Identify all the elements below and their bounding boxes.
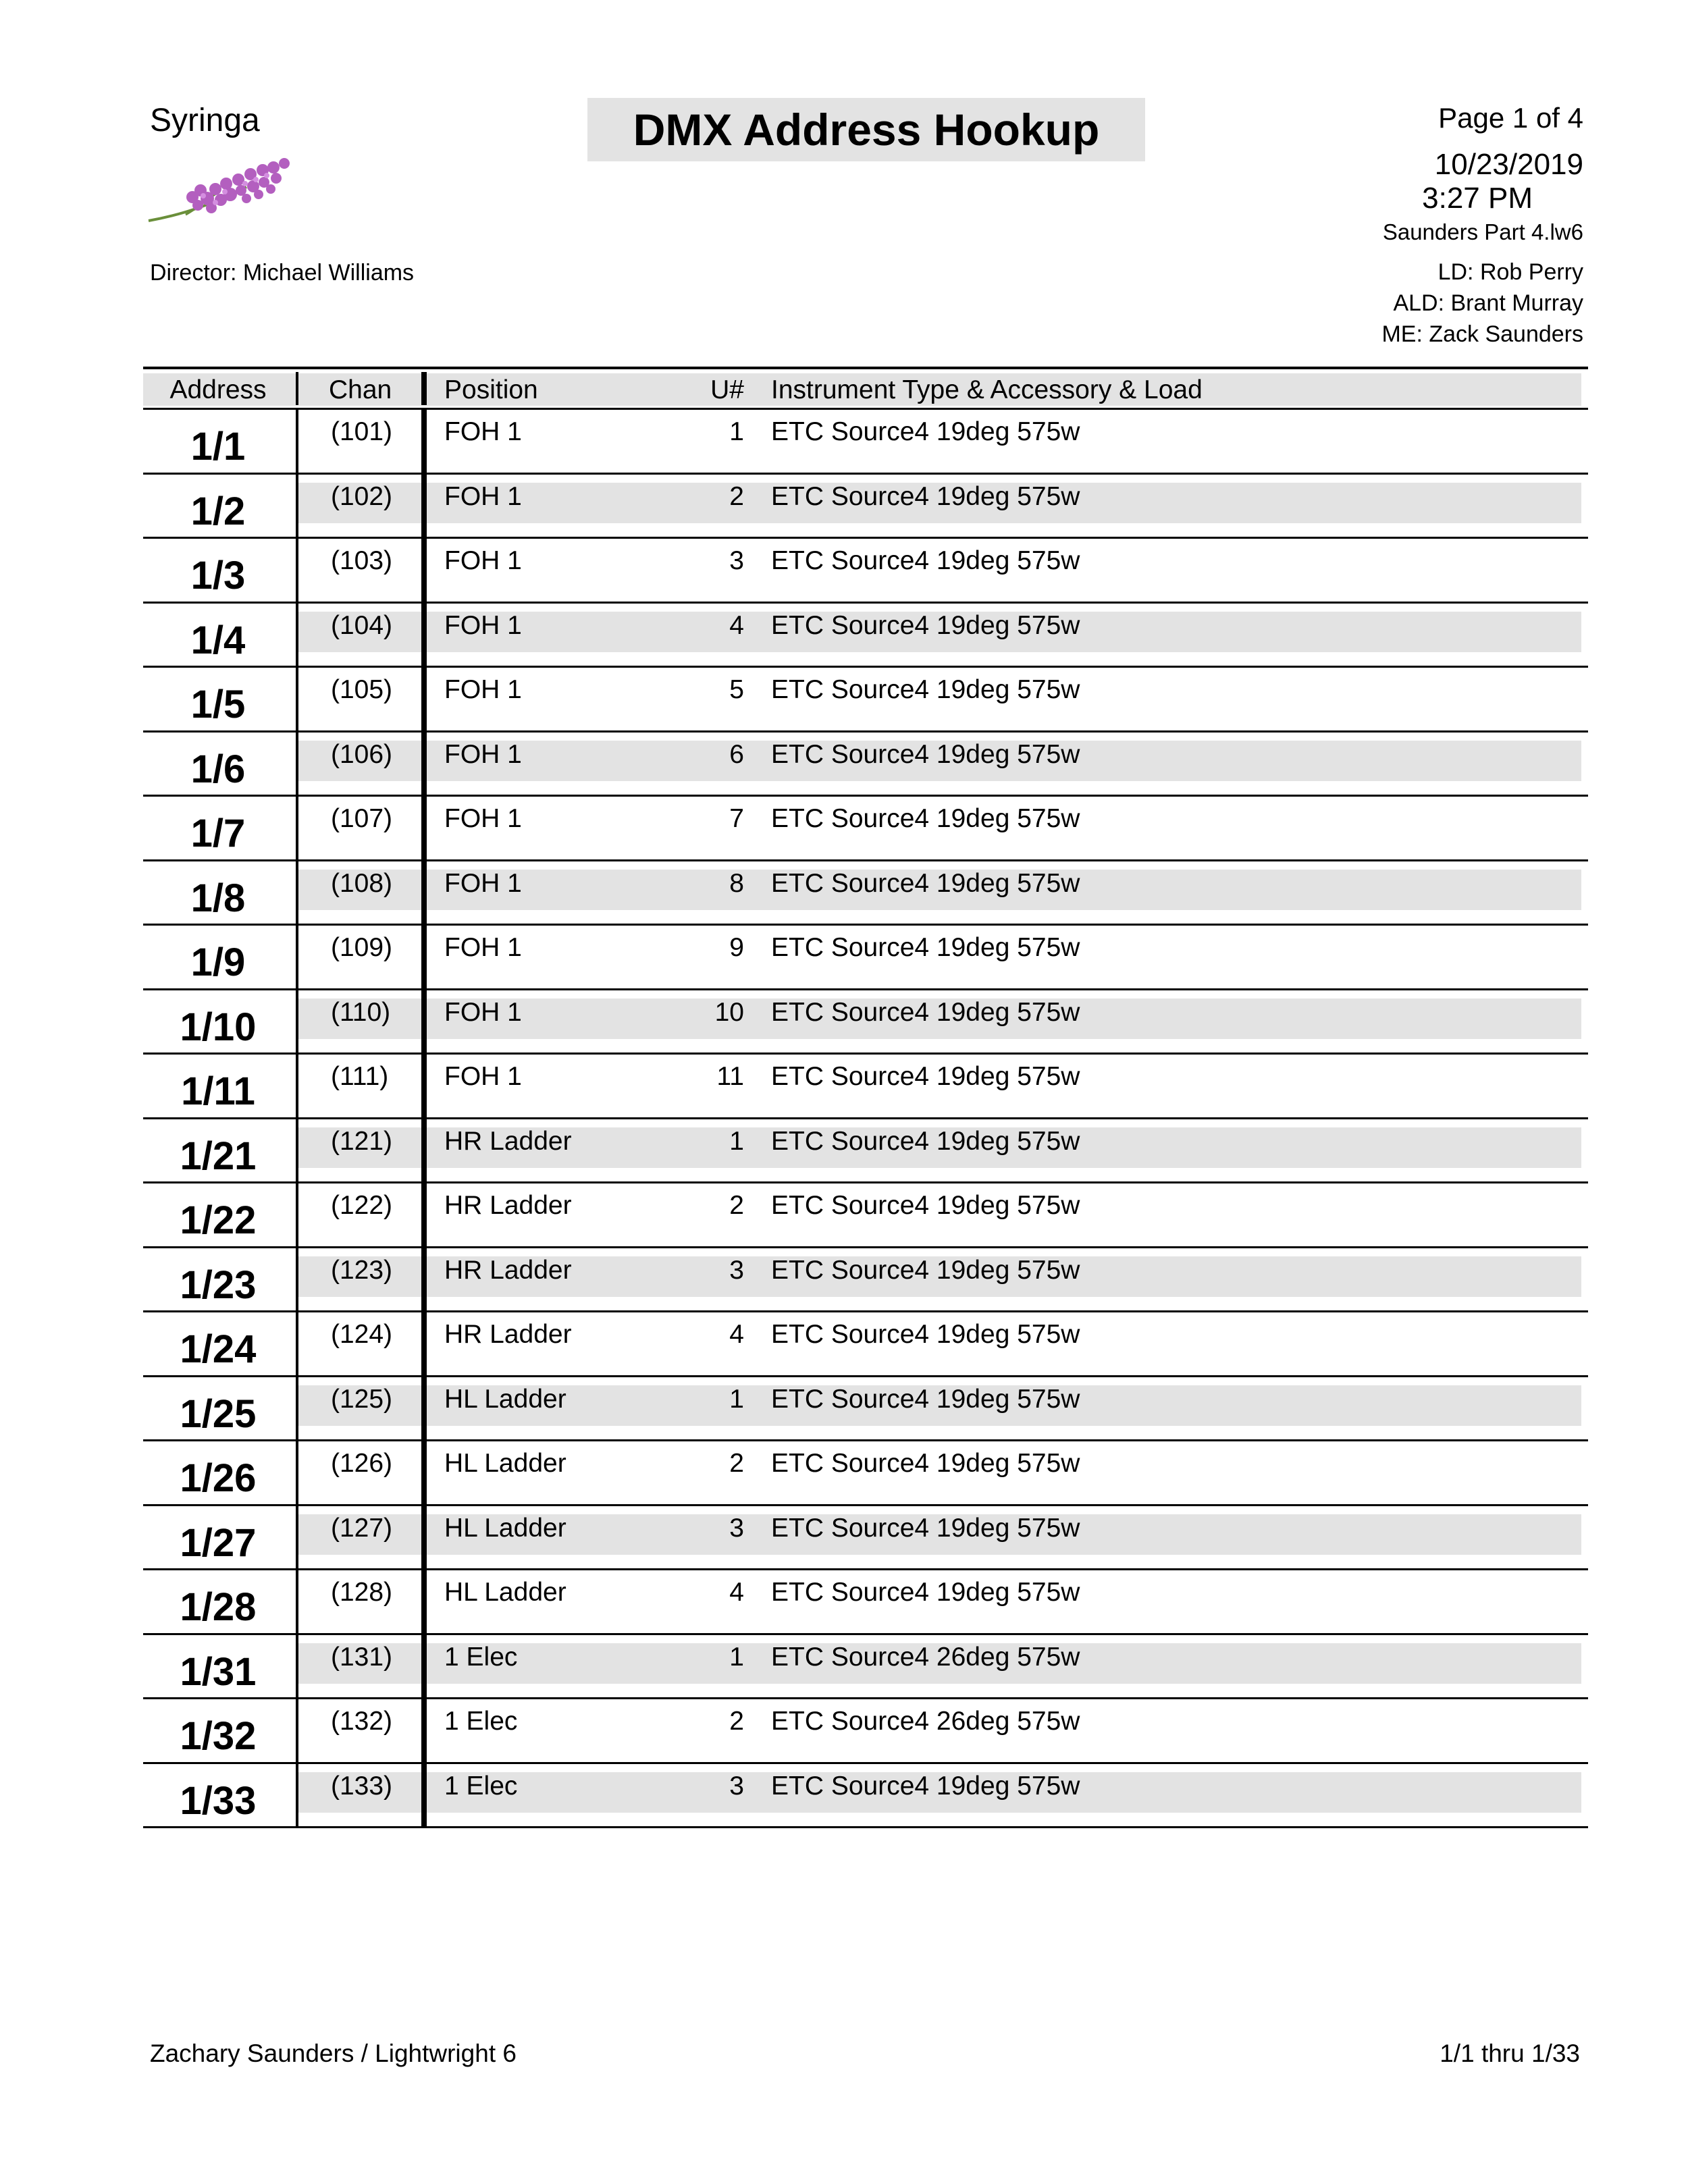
channel-cell: (105) [331,675,393,704]
table-row [143,1183,1588,1248]
instrument-cell: ETC Source4 19deg 575w [771,868,1080,898]
address-cell: 1/22 [180,1198,257,1242]
unit-number-cell: 2 [729,481,744,511]
channel-cell: (106) [331,739,393,769]
instrument-cell: ETC Source4 19deg 575w [771,1578,1080,1607]
table-row [143,797,1588,861]
table-row [143,475,1588,539]
table-row [143,1570,1588,1635]
address-cell: 1/6 [190,747,246,791]
table-row [143,668,1588,733]
unit-number-cell: 1 [729,1126,744,1156]
table-row [143,733,1588,797]
table-row [143,604,1588,668]
instrument-cell: ETC Source4 19deg 575w [771,481,1080,511]
instrument-cell: ETC Source4 19deg 575w [771,675,1080,704]
position-cell: FOH 1 [444,481,522,511]
unit-number-cell: 4 [729,610,744,640]
instrument-cell: ETC Source4 19deg 575w [771,1191,1080,1220]
table-row [143,1055,1588,1119]
address-cell: 1/4 [190,618,246,662]
position-cell: FOH 1 [444,997,522,1027]
table-row [143,410,1588,475]
table-row [143,1248,1588,1313]
position-cell: HL Ladder [444,1384,566,1414]
position-cell: 1 Elec [444,1642,518,1672]
table-row [143,1506,1588,1571]
unit-number-cell: 5 [729,675,744,704]
table-row [143,1312,1588,1377]
instrument-cell: ETC Source4 19deg 575w [771,1126,1080,1156]
position-cell: FOH 1 [444,546,522,575]
address-cell: 1/2 [190,489,246,533]
instrument-cell: ETC Source4 19deg 575w [771,1771,1080,1801]
channel-cell: (126) [331,1449,393,1478]
address-cell: 1/11 [181,1069,255,1113]
table-row [143,926,1588,990]
column-header-instrument: Instrument Type & Accessory & Load [771,375,1203,404]
channel-cell: (133) [331,1771,393,1801]
position-cell: HL Ladder [444,1449,566,1478]
instrument-cell: ETC Source4 19deg 575w [771,1320,1080,1349]
hookup-table [143,367,1588,1828]
channel-cell: (102) [331,481,393,511]
page-number: Page 1 of 4 [1438,102,1583,134]
unit-number-cell: 2 [729,1707,744,1736]
address-cell: 1/28 [180,1585,257,1629]
address-cell: 1/9 [190,940,246,984]
channel-cell: (128) [331,1578,393,1607]
address-cell: 1/32 [180,1714,257,1758]
channel-cell: (132) [331,1707,393,1736]
unit-number-cell: 2 [729,1191,744,1220]
position-cell: HR Ladder [444,1255,572,1285]
instrument-cell: ETC Source4 19deg 575w [771,1449,1080,1478]
table-row [143,1377,1588,1442]
unit-number-cell: 8 [729,868,744,898]
position-cell: FOH 1 [444,933,522,962]
position-cell: 1 Elec [444,1707,518,1736]
lilac-flower-icon [145,150,300,228]
position-cell: FOH 1 [444,868,522,898]
page-title: DMX Address Hookup [587,98,1145,161]
unit-number-cell: 11 [716,1062,744,1091]
unit-number-cell: 3 [729,546,744,575]
instrument-cell: ETC Source4 26deg 575w [771,1707,1080,1736]
channel-cell: (121) [331,1126,393,1156]
position-cell: HR Ladder [444,1320,572,1349]
unit-number-cell: 1 [729,417,744,446]
instrument-cell: ETC Source4 19deg 575w [771,417,1080,446]
address-cell: 1/8 [190,876,246,920]
unit-number-cell: 9 [729,933,744,962]
channel-cell: (110) [331,997,391,1027]
director-label: Director: Michael Williams [150,260,415,286]
position-cell: HR Ladder [444,1191,572,1220]
show-name: Syringa [150,103,260,138]
channel-cell: (124) [331,1320,393,1349]
instrument-cell: ETC Source4 19deg 575w [771,610,1080,640]
position-cell: FOH 1 [444,739,522,769]
column-header-position: Position [444,375,538,404]
print-time: 3:27 PM [1422,182,1533,215]
table-row [143,1441,1588,1506]
channel-cell: (127) [331,1513,393,1543]
channel-cell: (109) [331,933,393,962]
instrument-cell: ETC Source4 19deg 575w [771,804,1080,833]
instrument-cell: ETC Source4 19deg 575w [771,546,1080,575]
lighting-designer: LD: Rob Perry [1438,259,1583,285]
address-cell: 1/26 [180,1456,257,1500]
channel-cell: (125) [331,1384,393,1414]
address-cell: 1/21 [180,1134,257,1178]
channel-cell: (107) [331,804,393,833]
position-cell: FOH 1 [444,417,522,446]
instrument-cell: ETC Source4 19deg 575w [771,1513,1080,1543]
table-row [143,861,1588,926]
position-cell: FOH 1 [444,1062,522,1091]
channel-cell: (131) [331,1642,393,1672]
channel-cell: (101) [331,417,393,446]
unit-number-cell: 4 [729,1578,744,1607]
position-cell: 1 Elec [444,1771,518,1801]
instrument-cell: ETC Source4 26deg 575w [771,1642,1080,1672]
channel-cell: (104) [331,610,393,640]
position-cell: FOH 1 [444,804,522,833]
address-cell: 1/3 [190,554,246,597]
instrument-cell: ETC Source4 19deg 575w [771,1384,1080,1414]
unit-number-cell: 3 [729,1255,744,1285]
channel-cell: (111) [331,1062,389,1091]
channel-cell: (108) [331,868,393,898]
unit-number-cell: 3 [729,1771,744,1801]
column-header-chan: Chan [329,375,392,404]
footer-range: 1/1 thru 1/33 [1440,2040,1580,2067]
instrument-cell: ETC Source4 19deg 575w [771,933,1080,962]
print-date: 10/23/2019 [1434,148,1583,181]
address-cell: 1/10 [180,1005,257,1049]
address-cell: 1/1 [190,425,246,469]
channel-cell: (103) [331,546,393,575]
unit-number-cell: 10 [714,997,744,1027]
assistant-lighting-designer: ALD: Brant Murray [1393,290,1583,316]
unit-number-cell: 1 [729,1384,744,1414]
unit-number-cell: 3 [729,1513,744,1543]
channel-cell: (123) [331,1255,393,1285]
address-cell: 1/23 [180,1262,257,1307]
footer-author: Zachary Saunders / Lightwright 6 [150,2040,517,2067]
position-cell: HL Ladder [444,1578,566,1607]
address-cell: 1/27 [180,1520,257,1565]
address-cell: 1/5 [190,683,246,726]
unit-number-cell: 4 [729,1320,744,1349]
table-header [143,367,1588,410]
table-row [143,1764,1588,1829]
unit-number-cell: 7 [729,804,744,833]
master-electrician: ME: Zack Saunders [1381,321,1583,347]
position-cell: FOH 1 [444,610,522,640]
table-row [143,990,1588,1055]
instrument-cell: ETC Source4 19deg 575w [771,1255,1080,1285]
instrument-cell: ETC Source4 19deg 575w [771,997,1080,1027]
table-row [143,1635,1588,1700]
file-name: Saunders Part 4.lw6 [1382,219,1583,244]
address-cell: 1/24 [180,1327,257,1371]
position-cell: HR Ladder [444,1126,572,1156]
instrument-cell: ETC Source4 19deg 575w [771,739,1080,769]
table-row [143,1699,1588,1764]
position-cell: FOH 1 [444,675,522,704]
channel-cell: (122) [331,1191,393,1220]
column-header-address: Address [169,375,267,404]
address-cell: 1/7 [190,811,246,855]
position-cell: HL Ladder [444,1513,566,1543]
unit-number-cell: 2 [729,1449,744,1478]
unit-number-cell: 6 [729,739,744,769]
instrument-cell: ETC Source4 19deg 575w [771,1062,1080,1091]
address-cell: 1/25 [180,1391,257,1436]
unit-number-cell: 1 [729,1642,744,1672]
table-row [143,1119,1588,1184]
address-cell: 1/31 [180,1649,257,1694]
address-cell: 1/33 [180,1778,257,1823]
column-header-unit: U# [710,375,744,404]
table-row [143,539,1588,604]
